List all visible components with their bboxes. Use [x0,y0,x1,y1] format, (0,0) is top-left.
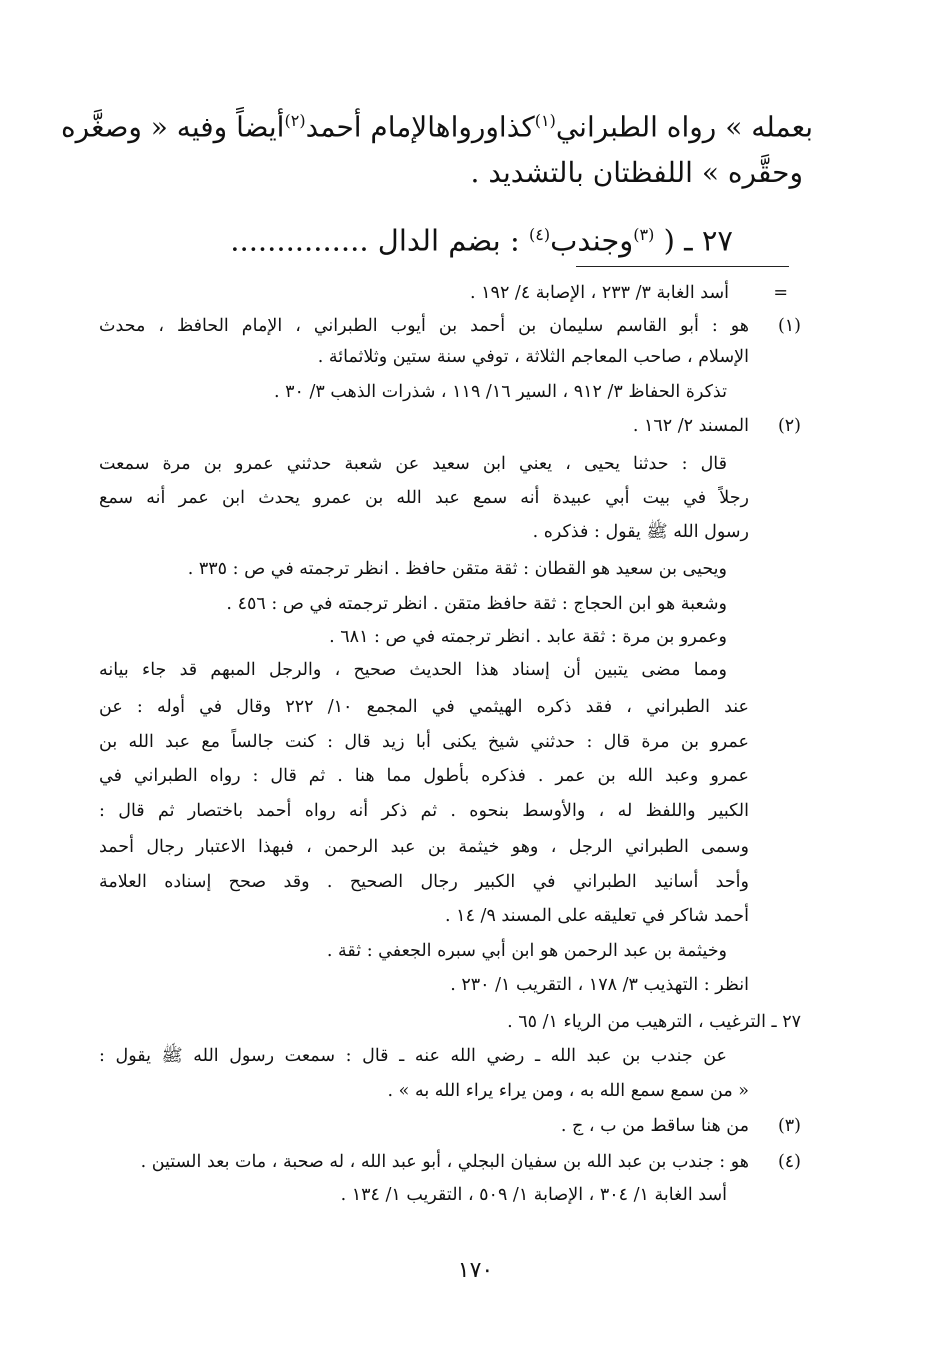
footnote-2-line: وأحد أسانيد الطبراني في الكبير رجال الصحيح . وقد صحح إسناده العلامة [99,872,749,892]
footnote-continuation: أسد الغابة ٣/ ٢٣٣ ، الإصابة ٤/ ١٩٢ . [470,283,729,303]
page-number: ١٧٠ [457,1258,494,1283]
footnote-ref-4: (٤) [528,225,551,244]
footnote-marker-4: (٤) [777,1152,801,1172]
main-text-line-2: وحقَّره » اللفظتان بالتشديد . [470,156,803,189]
footnote-4-line: هو : جندب بن عبد الله بن سفيان البجلي ، أبو عبد الله ، له صحبة ، مات بعد الستين . [140,1152,749,1172]
footnote-2-line: ومما مضى يتبين أن إسناد هذا الحديث صحيح ، والرجل المبهم قد جاء بيانه [99,660,727,680]
footnote-2-line: عمرو بن مرة قال : حدثني شيخ يكنى أبا زيد قال : كنت جالساً مع عبد الله بن [99,732,749,752]
main-text-segment: بعمله » رواه الطبراني [555,110,813,144]
footnote-2-line: أحمد شاكر في تعليقه على المسند ٩/ ١٤ . [445,906,749,926]
footnote-2-line: المسند ٢/ ١٦٢ . [632,416,749,436]
footnote-1-line: تذكرة الحفاظ ٣/ ٩١٢ ، السير ١٦/ ١١٩ ، شذرات الذهب ٣/ ٣٠ . [273,382,727,402]
entry-gloss: : بضم الدال ............... [230,223,520,258]
main-text-segment: كذاورواهالإمام أحمد [305,110,535,144]
entry-27-line: ٢٧ ـ الترغيب ، الترهيب من الرياء ١/ ٦٥ . [507,1012,801,1032]
footnote-2-line: قال : حدثنا يحيى ، يعني ابن سعيد عن شعبة حدثني عمرو بن مرة سمعت [99,454,727,474]
footnote-2-line: عمرو وعبد الله بن عمر . فذكره بأطول مما هنا . ثم قال : رواه الطبراني في [99,766,749,786]
footnote-2-line: عند الطبراني ، فقد ذكره الهيثمي في المجمع ١٠/ ٢٢٢ وقال في أوله : عن [99,697,749,717]
footnote-2-line: رجلاً في بيت أبي عبيدة أنه سمع عبد الله بن عمرو يحدث ابن عمر أنه سمع [99,488,749,508]
footnote-2-line: ويحيى بن سعيد هو القطان : ثقة متقن حافظ . انظر ترجمته في ص : ٣٣٥ . [187,559,727,579]
footnote-2-line: وخيثمة بن عبد الرحمن هو ابن أبي سبره الجعفي : ثقة . [326,941,727,961]
continuation-marker: = [773,283,788,303]
footnote-ref-3: (٣) [633,225,655,244]
entry-27-line: « من سمع سمع الله به ، ومن يراء يراء الله به » . [387,1081,749,1101]
main-text-segment: أيضاً وفيه « وصغَّره [60,110,285,144]
footnote-3-line: من هنا ساقط من ب ، ج . [560,1116,749,1136]
footnote-2-line: رسول الله ﷺ يقول : فذكره . [532,522,749,542]
footnote-1-line: هو : أبو القاسم سليمان بن أحمد بن أيوب الطبراني ، الإمام الحافظ ، محدث [99,316,749,336]
footnote-ref-1: (١) [534,111,556,130]
entry-word: وجندب [550,223,634,258]
footnote-2-line: انظر : التهذيب ٣/ ١٧٨ ، التقريب ١/ ٢٣٠ . [450,975,749,995]
entry-number: ٢٧ ـ ( [663,223,733,258]
footnote-marker-3: (٣) [777,1116,801,1136]
footnote-marker-1: (١) [777,316,801,336]
footnote-4-line: أسد الغابة ١/ ٣٠٤ ، الإصابة ١/ ٥٠٩ ، التقريب ١/ ١٣٤ . [340,1185,727,1205]
footnote-2-line: وشعبة هو ابن الحجاج : ثقة حافظ متقن . انظر ترجمته في ص : ٤٥٦ . [226,594,727,614]
entry-heading [83,212,733,264]
footnote-marker-2: (٢) [777,416,801,436]
main-text-line-1 [60,98,813,150]
footnote-2-line: وعمرو بن مرة : ثقة عابد . انظر ترجمته في ص : ٦٨١ . [329,627,727,647]
footnote-separator [576,266,789,267]
footnote-1-line: الإسلام ، صاحب المعاجم الثلاثة ، توفي سنة ستين وثلاثمائة . [317,347,749,367]
entry-27-line: عن جندب بن عبد الله ـ رضي الله عنه ـ قال : سمعت رسول الله ﷺ يقول : [99,1046,727,1066]
footnote-ref-2: (٢) [284,111,306,130]
footnote-2-line: وسمى الطبراني الرجل ، وهو خيثمة بن عبد الرحمن ، فبهذا الاعتبار رجال أحمد [99,837,749,857]
footnote-2-line: الكبير واللفظ له ، والأوسط بنحوه . ثم ذكر أنه رواه أحمد باختصار ثم قال : [99,801,749,821]
